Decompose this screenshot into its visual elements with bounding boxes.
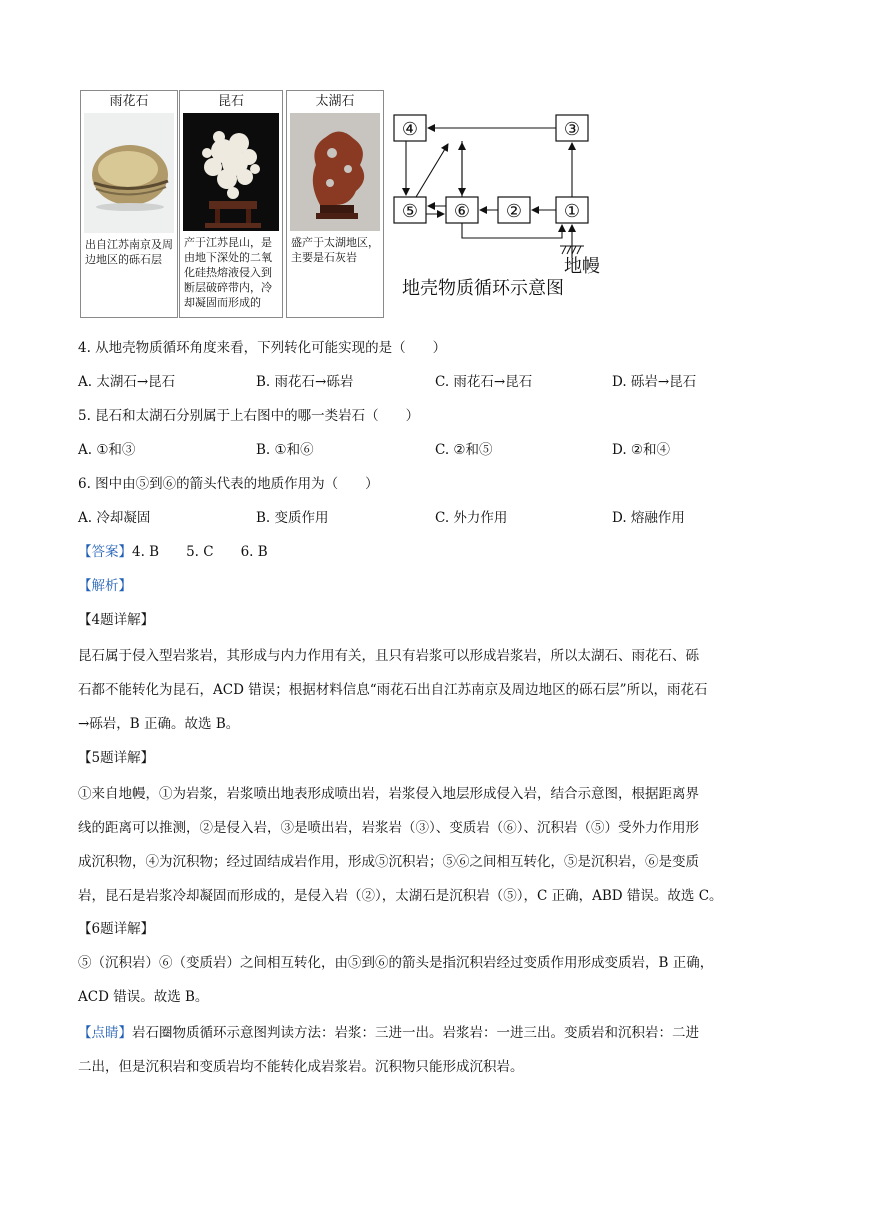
question-5-stem: 5. 昆石和太湖石分别属于上右图中的哪一类岩石（ ）: [78, 408, 420, 424]
rock-cycle-diagram: [388, 108, 608, 304]
detail-5-line: 岩，昆石是岩浆冷却凝固而形成的，是侵入岩（②），太湖石是沉积岩（⑤），C 正确，ABD 错误。故选 C。: [78, 888, 723, 904]
question-5-option-d: D. ②和④: [612, 442, 671, 458]
card-caption: 产于江苏昆山，是由地下深处的二氧化硅热熔液侵入到断层破碎带内，冷却凝固而形成的: [184, 236, 272, 309]
question-5-option-b: B. ①和⑥: [256, 442, 314, 458]
diagram-title: 地壳物质循环示意图: [402, 278, 564, 299]
tip-text: 岩石圈物质循环示意图判读方法：岩浆：三进一出。岩浆岩：一进三出。变质岩和沉积岩：二进: [132, 1025, 699, 1041]
detail-4-body: [78, 639, 792, 741]
detail-5-line: 线的距离可以推测，②是侵入岩，③是喷出岩，岩浆岩（③）、变质岩（⑥）、沉积岩（⑤）受外力作用形: [78, 820, 699, 836]
tip-block: [78, 1016, 792, 1084]
card-title: 昆石: [217, 94, 244, 109]
taihushi-photo: [290, 113, 380, 231]
detail-4-line: 石都不能转化为昆石，ACD 错误；根据材料信息“雨花石出自江苏南京及周边地区的砾石层”所以，雨花石: [78, 682, 708, 698]
detail-6-line: ⑤（沉积岩）⑥（变质岩）之间相互转化，由⑤到⑥的箭头是指沉积岩经过变质作用形成变质岩，B 正确，: [78, 955, 714, 971]
answer-tag: 【答案】: [78, 544, 132, 560]
arrow-5-to-4: [416, 144, 448, 197]
card-caption: 出自江苏南京及周边地区的砾石层: [85, 238, 173, 266]
card-title: 雨花石: [109, 94, 149, 109]
question-6-option-b: B. 变质作用: [256, 510, 329, 526]
box-2-label: ②: [505, 201, 523, 222]
box-6-label: ⑥: [453, 201, 471, 222]
arrow-6-to-1: [462, 223, 562, 238]
card-caption: 盛产于太湖地区，主要是石灰岩: [291, 236, 379, 264]
tip-line-1: [78, 1016, 792, 1050]
answer-text: 4. B 5. C 6. B: [132, 544, 268, 560]
diagram-boxes: [394, 115, 588, 223]
question-6-stem: 6. 图中由⑤到⑥的箭头代表的地质作用为（ ）: [78, 476, 379, 492]
detail-4-line: 昆石属于侵入型岩浆岩，其形成与内力作用有关，且只有岩浆可以形成岩浆岩，所以太湖石、雨花石、砾: [78, 648, 699, 664]
question-4-option-b: B. 雨花石→砾岩: [256, 374, 354, 390]
question-5-option-c: C. ②和⑤: [435, 442, 493, 458]
detail-5-heading: 【5题详解】: [78, 750, 155, 766]
question-5-option-a: A. ①和③: [78, 442, 136, 458]
box-1-label: ①: [563, 201, 581, 222]
question-4-option-c: C. 雨花石→昆石: [435, 374, 533, 390]
detail-6-heading: 【6题详解】: [78, 921, 155, 937]
card-title: 太湖石: [315, 94, 355, 109]
mantle-label: 地幔: [564, 256, 600, 277]
tip-tag: 【点睛】: [78, 1025, 132, 1041]
question-4-stem: 4. 从地壳物质循环角度来看，下列转化可能实现的是（ ）: [78, 340, 447, 356]
yuhuashi-photo: [84, 113, 174, 233]
detail-4-heading: 【4题详解】: [78, 612, 155, 628]
analysis-tag: 【解析】: [78, 578, 132, 594]
question-4-option-a: A. 太湖石→昆石: [78, 374, 176, 390]
detail-6-body: [78, 946, 792, 1014]
card-yuhuashi: [80, 90, 178, 318]
question-6-option-a: A. 冷却凝固: [78, 510, 151, 526]
card-taihushi: [286, 90, 384, 318]
answer-line: [78, 542, 268, 562]
detail-6-line: ACD 错误。故选 B。: [78, 989, 209, 1005]
detail-5-line: 成沉积物，④为沉积物；经过固结成岩作用，形成⑤沉积岩；⑤⑥之间相互转化，⑤是沉积岩，⑥是变质: [78, 854, 699, 870]
box-4-label: ④: [401, 119, 419, 140]
detail-5-body: [78, 777, 792, 913]
box-5-label: ⑤: [401, 201, 419, 222]
detail-5-line: ①来自地幔，①为岩浆，岩浆喷出地表形成喷出岩，岩浆侵入地层形成侵入岩，结合示意图，根据距离界: [78, 786, 699, 802]
tip-line-2: 二出，但是沉积岩和变质岩均不能转化成岩浆岩。沉积物只能形成沉积岩。: [78, 1059, 524, 1075]
question-6-option-c: C. 外力作用: [435, 510, 508, 526]
question-4-option-d: D. 砾岩→昆石: [612, 374, 697, 390]
box-3-label: ③: [563, 119, 581, 140]
card-kunshi: [179, 90, 283, 318]
question-6-option-d: D. 熔融作用: [612, 510, 685, 526]
kunshi-photo: [183, 113, 279, 231]
detail-4-line: →砾岩，B 正确。故选 B。: [78, 716, 240, 732]
